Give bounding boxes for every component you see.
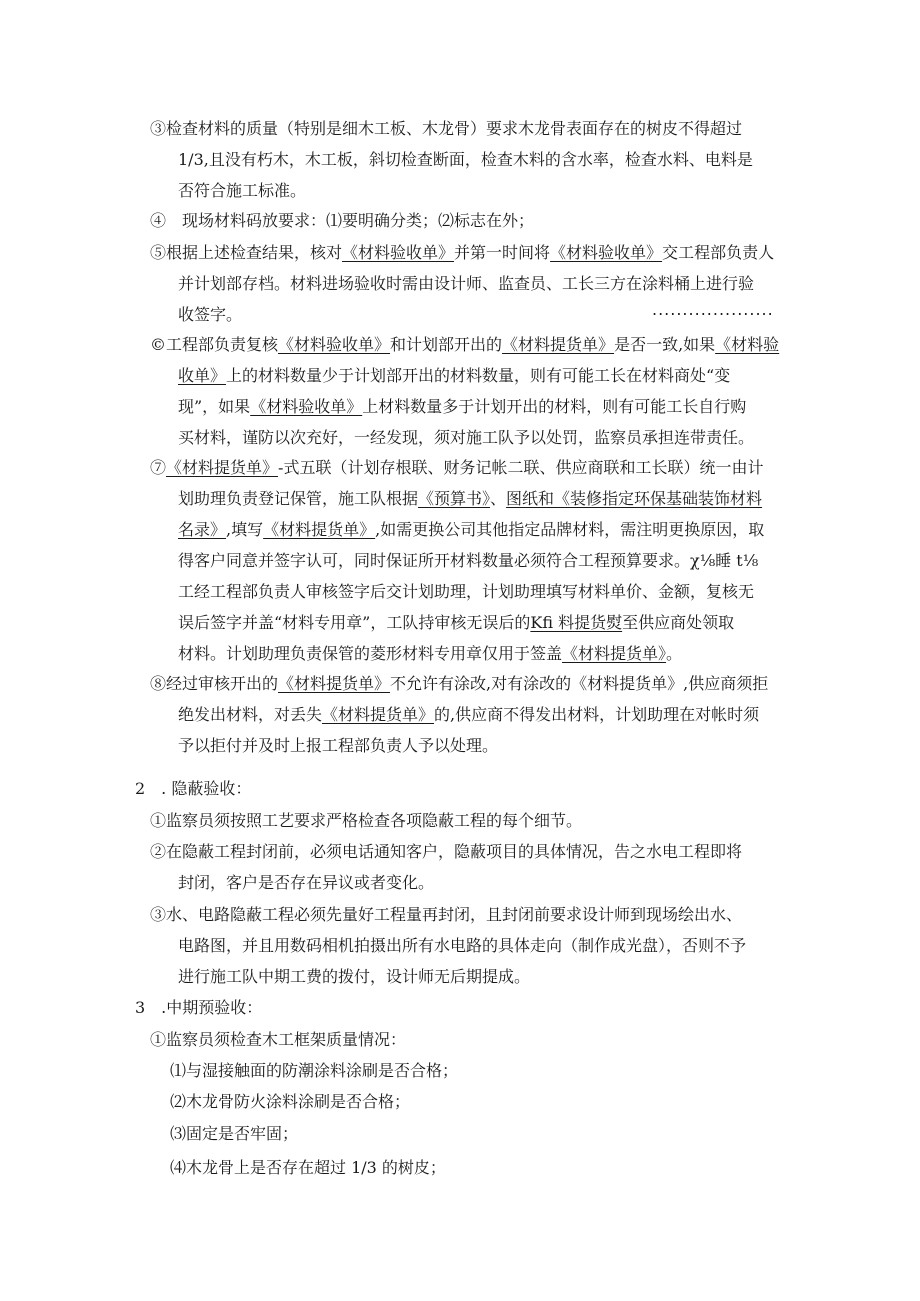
item-7-delivery-note xyxy=(150,452,790,669)
section-2-item-1 xyxy=(150,805,790,836)
text-line: ①监察员须按照工艺要求严格检查各项隐蔽工程的每个细节。 xyxy=(150,811,583,830)
text-line: 工经工程部负责人审核签字后交计划助理，计划助理填写材料单价、金额，复核无 xyxy=(178,582,755,601)
section-3-item-1 xyxy=(150,1024,790,1055)
text-line: ②在隐蔽工程封闭前，必须电话通知客户，隐蔽项目的具体情况，告之水电工程即将 xyxy=(150,842,743,861)
text-line: 划助理负责登记保管，施工队根据《预算书》、图纸和《装修指定环保基础装饰材料 xyxy=(178,489,763,508)
section-2-item-2 xyxy=(150,836,790,898)
doc-ref: 图纸和《装修指定环保基础装饰材料 xyxy=(506,489,763,508)
doc-ref: 《材料验 xyxy=(715,335,780,354)
text-line: 买材料，谨防以次充好，一经发现，须对施工队予以处罚，监察员承担连带责任。 xyxy=(178,428,755,447)
doc-ref: 《材料验收单》 xyxy=(278,335,391,354)
section-3-heading: 3 .中期预验收： xyxy=(135,998,263,1017)
dotted-leader: .................... xyxy=(652,300,774,319)
check-item-4: ⑷木龙骨上是否存在超过 1/3 的树皮； xyxy=(170,1158,446,1177)
section-2-heading: 2 . 隐蔽验收： xyxy=(135,779,252,798)
text-line: 名录》,填写《材料提货单》,如需更换公司其他指定品牌材料，需注明更换原因，取 xyxy=(178,520,765,539)
text-line: ③检查材料的质量（特别是细木工板、木龙骨）要求木龙骨表面存在的树皮不得超过 xyxy=(150,119,743,138)
text-line: 电路图，并且用数码相机拍摄出所有水电路的具体走向（制作成光盘），否则不予 xyxy=(178,936,747,955)
section-2-item-3 xyxy=(150,899,790,992)
check-item-3: ⑶固定是否牢固； xyxy=(170,1124,299,1143)
text-line: ⑤根据上述检查结果，核对《材料验收单》并第一时间将《材料验收单》交工程部负责人 xyxy=(150,243,775,262)
doc-ref: Kfi 料提货熨 xyxy=(530,613,623,632)
doc-ref: 《材料提货单》 xyxy=(166,458,279,477)
text-line: ④ 现场材料码放要求：⑴要明确分类；⑵标志在外； xyxy=(150,211,535,230)
text-line: 收单》上的材料数量少于计划部开出的材料数量，则有可能工长在材料商处“变 xyxy=(178,366,731,385)
item-6-review xyxy=(150,329,790,453)
text-line: 予以拒付并及时上报工程部负责人予以处理。 xyxy=(178,736,499,755)
doc-ref: 《材料验收单》 xyxy=(550,243,663,262)
doc-ref: 名录》 xyxy=(178,520,227,539)
text-line: 现”，如果《材料验收单》上材料数量多于计划开出的材料，则有可能工长自行购 xyxy=(178,397,747,416)
text-line: ③水、电路隐蔽工程必须先量好工程量再封闭，且封闭前要求设计师到现场绘出水、 xyxy=(150,905,743,924)
text-line: 绝发出材料，对丢失《材料提货单》的,供应商不得发出材料，计划助理在对帐时须 xyxy=(178,705,760,724)
text-line: ⑧经过审核开出的《材料提货单》不允许有涂改,对有涂改的《材料提货单》,供应商须拒 xyxy=(150,674,769,693)
text-line: 1/3,且没有朽木，木工板，斜切检查断面，检查木料的含水率，检查水料、电料是 xyxy=(178,150,753,169)
doc-ref: 《材料验收单》 xyxy=(342,243,455,262)
doc-ref: 收单》 xyxy=(178,366,227,385)
doc-ref: 《预算书》 xyxy=(418,489,491,508)
text-line: 得客户同意并签字认可，同时保证所开材料数量必须符合工程预算要求。χ⅛睡 t⅛ xyxy=(178,551,759,570)
item-4-material-stacking xyxy=(150,205,790,236)
text-line: 收签字。 xyxy=(178,305,243,324)
doc-ref: 《材料提货单》 xyxy=(278,674,391,693)
text-line: 进行施工队中期工费的拨付，设计师无后期提成。 xyxy=(178,967,531,986)
text-line: 否符合施工标准。 xyxy=(178,181,307,200)
doc-ref: 《材料提货单》 xyxy=(502,335,615,354)
text-line: 材料。计划助理负责保管的菱形材料专用章仅用于签盖《材料提货单》。 xyxy=(178,644,683,663)
doc-ref: 《材料验收单》 xyxy=(250,397,363,416)
text-line: 误后签字并盖“材料专用章”，工队持审核无误后的Kfi 料提货熨至供应商处领取 xyxy=(178,613,735,632)
text-line: 并计划部存档。材料进场验收时需由设计师、监查员、工长三方在涂料桶上进行验 xyxy=(178,274,755,293)
doc-ref: 《材料提货单》 xyxy=(562,644,667,663)
doc-ref: 《材料提货单》 xyxy=(322,705,435,724)
text-line: ⑦《材料提货单》-式五联（计划存根联、财务记帐二联、供应商联和工长联）统一由计 xyxy=(150,458,764,477)
doc-ref: 《材料提货单》 xyxy=(263,520,376,539)
item-8-no-alteration xyxy=(150,668,790,761)
text-line: ①监察员须检查木工框架质量情况： xyxy=(150,1030,407,1049)
text-line: 封闭，客户是否存在异议或者变化。 xyxy=(178,873,435,892)
check-item-1: ⑴与湿接触面的防潮涂料涂刷是否合格； xyxy=(170,1061,459,1080)
text-line: ©工程部负责复核《材料验收单》和计划部开出的《材料提货单》是否一致,如果《材料验 xyxy=(150,335,780,354)
check-item-2: ⑵木龙骨防火涂料涂刷是否合格； xyxy=(170,1092,411,1111)
item-3-material-quality xyxy=(150,113,790,206)
